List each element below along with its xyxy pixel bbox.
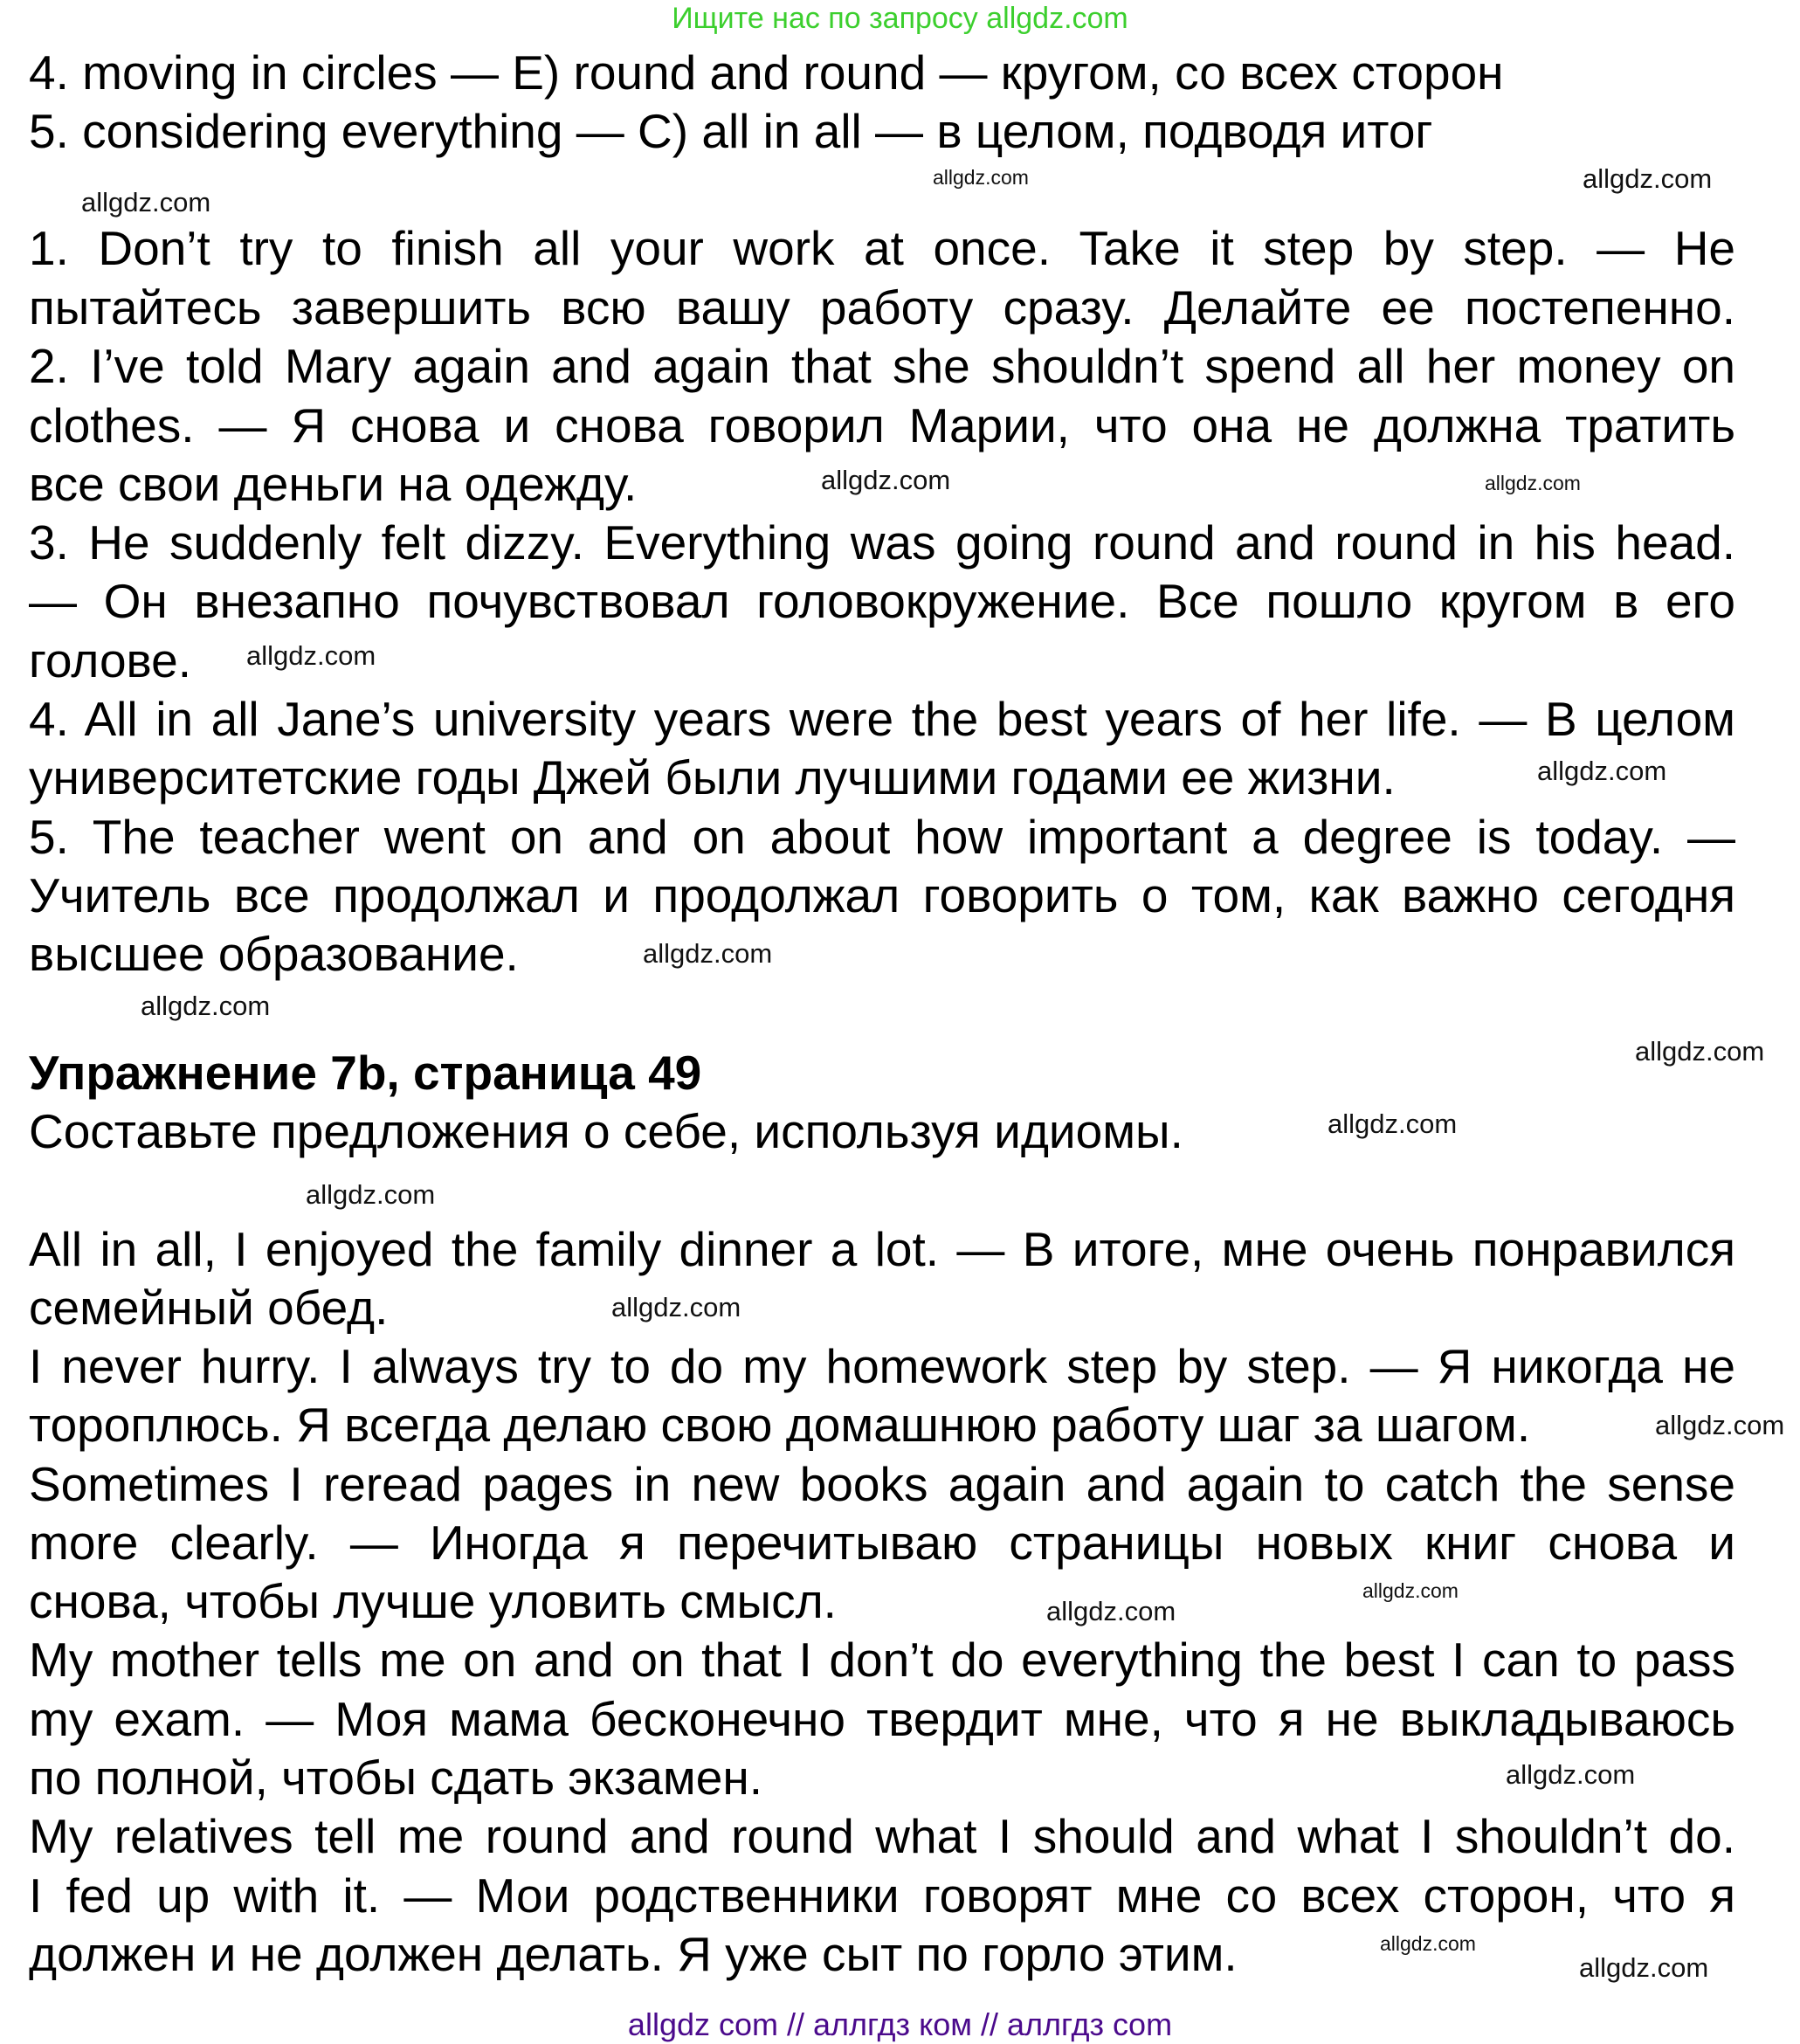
watermark: allgdz.com [611, 1292, 741, 1322]
watermark: allgdz.com [306, 1179, 436, 1210]
watermark: allgdz.com [1583, 163, 1713, 194]
text-line: I fed up with it. — Мои родственники говорят мне со всех сторон, что я [29, 1868, 1735, 1923]
text-line: My relatives tell me round and round what I should and what I shouldn’t do. [29, 1809, 1735, 1863]
text-line: My mother tells me on and on that I don’t do everything the best I can to pass [29, 1633, 1735, 1687]
watermark: allgdz.com [1506, 1759, 1636, 1790]
watermark: allgdz.com [246, 640, 376, 671]
text-line: голове. [29, 633, 192, 687]
text-line: 4. moving in circles — E) round and round — кругом, со всех сторон [29, 45, 1504, 100]
watermark: allgdz.com [933, 166, 1029, 189]
text-line: my exam. — Моя мама бесконечно твердит мне, что я не выкладываюсь [29, 1692, 1735, 1746]
watermark: allgdz.com [821, 465, 951, 495]
text-line: 2. I’ve told Mary again and again that she shouldn’t spend all her money on [29, 339, 1735, 393]
text-line: университетские годы Джей были лучшими годами ее жизни. [29, 750, 1396, 804]
watermark: allgdz.com [643, 938, 773, 969]
text-line: I never hurry. I always try to do my homework step by step. — Я никогда не [29, 1339, 1735, 1393]
footer-banner: allgdz com // аллгдз ком // аллгдз com [627, 2006, 1173, 2042]
text-line: высшее образование. [29, 927, 519, 981]
exercise-heading: Упражнение 7b, страница 49 [29, 1046, 702, 1100]
text-line: All in all, I enjoyed the family dinner a lot. — В итоге, мне очень понравился [29, 1222, 1735, 1276]
watermark: allgdz.com [1579, 1952, 1709, 1983]
text-line: clothes. — Я снова и снова говорил Марии, что она не должна тратить [29, 398, 1735, 452]
text-line: по полной, чтобы сдать экзамен. [29, 1751, 762, 1805]
text-line: 1. Don’t try to finish all your work at once. Take it step by step. — Не [29, 221, 1735, 275]
text-line: Sometimes I reread pages in new books again and again to catch the sense [29, 1457, 1735, 1511]
text-line: Учитель все продолжал и продолжал говорить о том, как важно сегодня [29, 868, 1735, 922]
text-line: должен и не должен делать. Я уже сыт по горло этим. [29, 1927, 1238, 1981]
watermark: allgdz.com [141, 991, 271, 1021]
text-line: 3. He suddenly felt dizzy. Everything was going round and round in his head. [29, 515, 1735, 570]
text-line: все свои деньги на одежду. [29, 457, 638, 511]
text-line: семейный обед. [29, 1281, 389, 1335]
watermark: allgdz.com [1655, 1410, 1785, 1440]
watermark: allgdz.com [1362, 1579, 1459, 1602]
watermark: allgdz.com [1537, 756, 1667, 786]
text-line: 4. All in all Jane’s university years were the best years of her life. — В целом [29, 692, 1735, 746]
text-line: more clearly. — Иногда я перечитываю страницы новых книг снова и [29, 1516, 1735, 1570]
watermark: allgdz.com [81, 187, 211, 218]
watermark: allgdz.com [1328, 1108, 1458, 1139]
header-banner: Ищите нас по запросу allgdz.com [672, 2, 1128, 35]
text-line: тороплюсь. Я всегда делаю свою домашнюю работу шаг за шагом. [29, 1398, 1531, 1452]
text-line: снова, чтобы лучше уловить смысл. [29, 1574, 837, 1628]
watermark: allgdz.com [1380, 1932, 1476, 1955]
watermark: allgdz.com [1635, 1036, 1765, 1067]
text-line: пытайтесь завершить всю вашу работу сразу. Делайте ее постепенно. [29, 280, 1735, 335]
text-line: — Он внезапно почувствовал головокружение. Все пошло кругом в его [29, 574, 1735, 628]
exercise-instruction: Составьте предложения о себе, используя идиомы. [29, 1104, 1183, 1158]
text-line: 5. considering everything — C) all in all — в целом, подводя итог [29, 104, 1433, 158]
watermark: allgdz.com [1485, 472, 1581, 494]
text-line: 5. The teacher went on and on about how important a degree is today. — [29, 810, 1735, 864]
watermark: allgdz.com [1046, 1596, 1176, 1626]
